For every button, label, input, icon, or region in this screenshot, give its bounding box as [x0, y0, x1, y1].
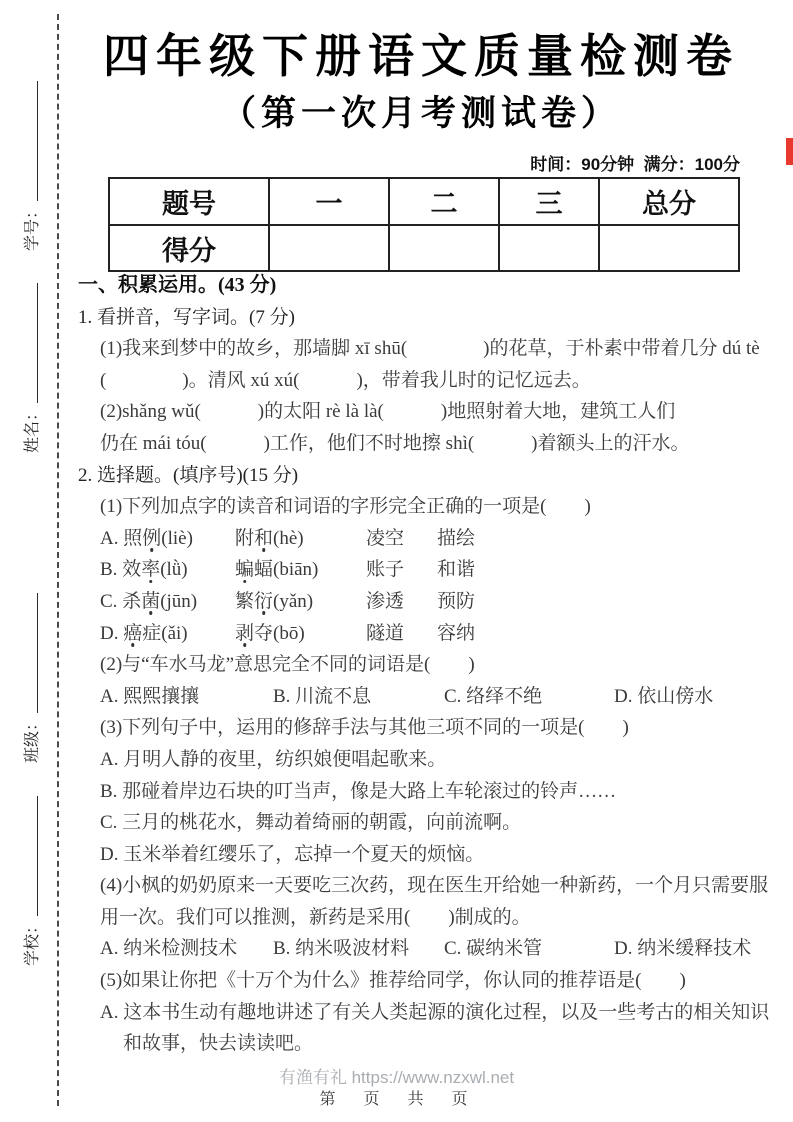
- dotted-character: 例: [142, 527, 162, 549]
- question-line: (1)我来到梦中的故乡，那墙脚 xī shū( )的花草，于朴素中带着几分 dú tè: [100, 338, 760, 360]
- question-line: A. 这本书生动有趣地讲述了有关人类起源的演化过程，以及一些考古的相关知识: [100, 1001, 770, 1023]
- q2-5-stem: (5)如果让你把《十万个为什么》推荐给同学，你认同的推荐语是( ): [100, 970, 686, 992]
- option-word: C. 杀菌(jūn): [100, 590, 198, 612]
- option-row: [78, 523, 778, 555]
- red-edge-marker: [786, 138, 793, 165]
- score-table-header-cell: 总分: [599, 178, 739, 225]
- dotted-character: 菌: [141, 590, 161, 612]
- q2-1-stem: (1)下列加点字的读音和词语的字形完全正确的一项是( ): [100, 496, 591, 518]
- class-blank: [37, 593, 38, 713]
- question-area: [78, 270, 778, 1060]
- student-name-label: 姓名：: [24, 404, 41, 453]
- q2-2-stem: (2)与“车水马龙”意思完全不同的词语是( ): [100, 654, 475, 676]
- option-item: D. 依山傍水: [614, 685, 714, 707]
- dotted-character: 剥: [235, 622, 255, 644]
- q1-body: [78, 333, 778, 459]
- option-row: [78, 586, 778, 618]
- q2-title: 2. 选择题。(填序号)(15 分): [78, 464, 299, 486]
- option-word: 渗透: [366, 590, 405, 612]
- question-line: (4)小枫的奶奶原来一天要吃三次药，现在医生开给她一种新药，一个月只需要服: [100, 875, 769, 897]
- q2-1-options: [78, 523, 778, 649]
- dotted-character: 率: [141, 559, 161, 581]
- option-word: 剥夺(bō): [235, 622, 305, 644]
- option-row: [78, 618, 778, 650]
- option-word: 预防: [437, 590, 476, 612]
- question-line: D. 玉米举着红缨乐了，忘掉一个夏天的烦恼。: [100, 843, 485, 865]
- school-label: 学校：: [24, 917, 41, 966]
- question-line: 用一次。我们可以推测，新药是采用( )制成的。: [100, 906, 531, 928]
- option-item: C. 络绎不绝: [444, 685, 543, 707]
- score-table-header-row: [109, 178, 739, 225]
- option-word: B. 效率(lǜ): [100, 559, 188, 581]
- option-item: A. 纳米检测技术: [100, 938, 238, 960]
- score-table-header-cell: 二: [389, 178, 499, 225]
- score-cell: [269, 225, 389, 271]
- dotted-character: 蝙: [235, 559, 255, 581]
- question-line: ( )。清风 xú xú( )，带着我儿时的记忆远去。: [100, 369, 591, 391]
- score-label-cell: 得分: [109, 225, 269, 271]
- question-line: C. 三月的桃花水，舞动着绮丽的朝霞，向前流啊。: [100, 812, 522, 834]
- option-word: 容纳: [437, 622, 476, 644]
- question-line: (2)shǎng wǔ( )的太阳 rè là là( )地照射着大地，建筑工人们: [100, 401, 676, 423]
- option-item: A. 熙熙攘攘: [100, 685, 200, 707]
- score-table: [108, 177, 740, 272]
- option-word: 蝙蝠(biān): [235, 559, 319, 581]
- q1-title: 1. 看拼音，写字词。(7 分): [78, 306, 295, 328]
- score-table-header-cell: 一: [269, 178, 389, 225]
- option-item: B. 纳米吸波材料: [273, 938, 410, 960]
- q2-3-stem: (3)下列句子中，运用的修辞手法与其他三项不同的一项是( ): [100, 717, 629, 739]
- class-field: [18, 593, 42, 763]
- option-item: B. 川流不息: [273, 685, 372, 707]
- dotted-character: 癌: [123, 622, 143, 644]
- footer-page-info: 第 页 共 页: [319, 1091, 474, 1108]
- student-id-blank: [37, 81, 38, 201]
- option-item: D. 纳米缓释技术: [614, 938, 752, 960]
- school-blank: [37, 796, 38, 916]
- q2-3-options: [78, 744, 778, 870]
- dotted-character: 和: [254, 527, 274, 549]
- question-line: 仍在 mái tóu( )工作，他们不时地擦 shì( )着额头上的汗水。: [100, 432, 690, 454]
- question-line: 和故事，快去读读吧。: [123, 1033, 314, 1055]
- option-word: A. 照例(liè): [100, 527, 193, 549]
- option-item: C. 碳纳米管: [444, 938, 543, 960]
- dotted-character: 衍: [254, 590, 274, 612]
- student-id-field: [18, 81, 42, 251]
- option-word: 凌空: [366, 527, 405, 549]
- q2-4-stem: [78, 870, 778, 933]
- score-cell: [389, 225, 499, 271]
- student-id-label: 学号：: [24, 202, 41, 251]
- q2-4-options: [78, 933, 778, 965]
- question-line: B. 那碰着岸边石块的叮当声，像是大路上车轮滚过的铃声……: [100, 780, 617, 802]
- q2-5-options: [78, 997, 778, 1060]
- score-cell: [499, 225, 599, 271]
- score-cell: [599, 225, 739, 271]
- student-name-field: [18, 283, 42, 453]
- q2-2-options: [78, 681, 778, 713]
- option-word: 附和(hè): [235, 527, 304, 549]
- class-label: 班级：: [24, 714, 41, 763]
- page-title: 四年级下册语文质量检测卷: [103, 30, 739, 82]
- page-subtitle: （第一次月考测试卷）: [220, 94, 621, 133]
- score-table-header-cell: 三: [499, 178, 599, 225]
- section-heading: 一、积累运用。(43 分): [78, 274, 277, 296]
- score-table-score-row: [109, 225, 739, 271]
- footer-site-link: 有渔有礼 https://www.nzxwl.net: [278, 1068, 515, 1087]
- school-field: [18, 796, 42, 966]
- student-name-blank: [37, 283, 38, 403]
- option-word: 账子: [366, 559, 405, 581]
- option-word: 隧道: [366, 622, 405, 644]
- question-line: A. 月明人静的夜里，纺织娘便唱起歌来。: [100, 748, 447, 770]
- option-word: 描绘: [437, 527, 476, 549]
- option-word: 繁衍(yǎn): [235, 590, 314, 612]
- exam-info: 时间：90分钟 满分：100分: [530, 155, 740, 174]
- margin-dashed-line: [57, 14, 59, 1106]
- option-word: D. 癌症(ǎi): [100, 622, 188, 644]
- score-table-header-cell: 题号: [109, 178, 269, 225]
- option-word: 和谐: [437, 559, 476, 581]
- option-row: [78, 554, 778, 586]
